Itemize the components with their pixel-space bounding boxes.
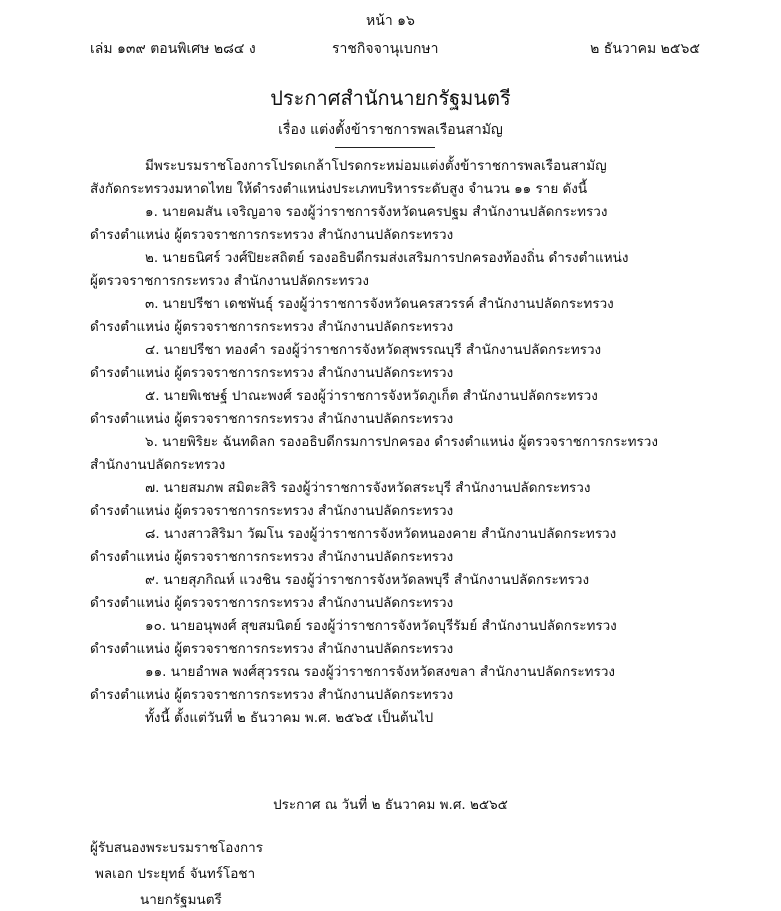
announcement-body (90, 155, 700, 730)
appointment-line: ๑๐. นายอนุพงศ์ สุขสมนิตย์ รองผู้ว่าราชการจังหวัดบุรีรัมย์ สำนักงานปลัดกระทรวง (145, 618, 617, 634)
intro-line: มีพระบรมราชโองการโปรดเกล้าโปรดกระหม่อมแต่งตั้งข้าราชการพลเรือนสามัญ (145, 158, 607, 174)
title-divider (335, 147, 435, 148)
appointment-line: ดำรงตำแหน่ง ผู้ตรวจราชการกระทรวง สำนักงานปลัดกระทรวง (90, 595, 454, 611)
appointment-line: ผู้ตรวจราชการกระทรวง สำนักงานปลัดกระทรวง (90, 273, 369, 289)
volume-info: เล่ม ๑๓๙ ตอนพิเศษ ๒๘๔ ง (90, 41, 256, 57)
appointment-line: สำนักงานปลัดกระทรวง (90, 457, 226, 473)
gazette-name: ราชกิจจานุเบกษา (332, 41, 439, 57)
appointment-line: ดำรงตำแหน่ง ผู้ตรวจราชการกระทรวง สำนักงานปลัดกระทรวง (90, 227, 454, 243)
gazette-date: ๒ ธันวาคม ๒๕๖๕ (590, 41, 700, 57)
appointment-line: ดำรงตำแหน่ง ผู้ตรวจราชการกระทรวง สำนักงานปลัดกระทรวง (90, 687, 454, 703)
appointment-line: ดำรงตำแหน่ง ผู้ตรวจราชการกระทรวง สำนักงานปลัดกระทรวง (90, 549, 454, 565)
appointment-line: ๔. นายปรีชา ทองคำ รองผู้ว่าราชการจังหวัดสุพรรณบุรี สำนักงานปลัดกระทรวง (145, 342, 602, 358)
appointment-line: ๗. นายสมภพ สมิตะสิริ รองผู้ว่าราชการจังหวัดสระบุรี สำนักงานปลัดกระทรวง (145, 480, 591, 496)
appointment-line: ๖. นายพิริยะ ฉันทดิลก รองอธิบดีกรมการปกครอง ดำรงตำแหน่ง ผู้ตรวจราชการกระทรวง (145, 434, 658, 450)
intro-line: สังกัดกระทรวงมหาดไทย ให้ดำรงตำแหน่งประเภทบริหารระดับสูง จำนวน ๑๑ ราย ดังนี้ (90, 181, 588, 197)
appointment-line: ๑. นายคมสัน เจริญอาจ รองผู้ว่าราชการจังหวัดนครปฐม สำนักงานปลัดกระทรวง (145, 204, 608, 220)
countersign-label: ผู้รับสนองพระบรมราชโองการ (90, 840, 263, 856)
appointment-line: ดำรงตำแหน่ง ผู้ตรวจราชการกระทรวง สำนักงานปลัดกระทรวง (90, 319, 454, 335)
signatory-position: นายกรัฐมนตรี (140, 892, 222, 908)
appointment-line: ดำรงตำแหน่ง ผู้ตรวจราชการกระทรวง สำนักงานปลัดกระทรวง (90, 411, 454, 427)
appointment-line: ๕. นายพิเชษฐ์ ปาณะพงศ์ รองผู้ว่าราชการจังหวัดภูเก็ต สำนักงานปลัดกระทรวง (145, 388, 598, 404)
appointment-line: ดำรงตำแหน่ง ผู้ตรวจราชการกระทรวง สำนักงานปลัดกระทรวง (90, 365, 454, 381)
appointment-line: ๓. นายปรีชา เดชพันธุ์ รองผู้ว่าราชการจังหวัดนครสวรรค์ สำนักงานปลัดกระทรวง (145, 296, 614, 312)
gazette-header (90, 38, 700, 58)
appointment-line: ๘. นางสาวสิริมา วัฒโน รองผู้ว่าราชการจังหวัดหนองคาย สำนักงานปลัดกระทรวง (145, 526, 617, 542)
proclamation-date: ประกาศ ณ วันที่ ๒ ธันวาคม พ.ศ. ๒๕๖๕ (273, 797, 508, 813)
page-number: หน้า ๑๖ (366, 13, 415, 29)
appointment-line: ดำรงตำแหน่ง ผู้ตรวจราชการกระทรวง สำนักงานปลัดกระทรวง (90, 641, 454, 657)
appointment-line: ๒. นายธนิศร์ วงศ์ปิยะสถิตย์ รองอธิบดีกรมส่งเสริมการปกครองท้องถิ่น ดำรงตำแหน่ง (145, 250, 629, 266)
announcement-subject: เรื่อง แต่งตั้งข้าราชการพลเรือนสามัญ (278, 122, 503, 138)
effective-date-line: ทั้งนี้ ตั้งแต่วันที่ ๒ ธันวาคม พ.ศ. ๒๕๖๕ เป็นต้นไป (145, 710, 434, 726)
announcement-title: ประกาศสำนักนายกรัฐมนตรี (270, 86, 511, 110)
appointment-line: ดำรงตำแหน่ง ผู้ตรวจราชการกระทรวง สำนักงานปลัดกระทรวง (90, 503, 454, 519)
appointment-line: ๙. นายสุภกิณห์ แวงชิน รองผู้ว่าราชการจังหวัดลพบุรี สำนักงานปลัดกระทรวง (145, 572, 590, 588)
appointment-line: ๑๑. นายอำพล พงศ์สุวรรณ รองผู้ว่าราชการจังหวัดสงขลา สำนักงานปลัดกระทรวง (145, 664, 615, 680)
signatory-name: พลเอก ประยุทธ์ จันทร์โอชา (95, 866, 256, 882)
